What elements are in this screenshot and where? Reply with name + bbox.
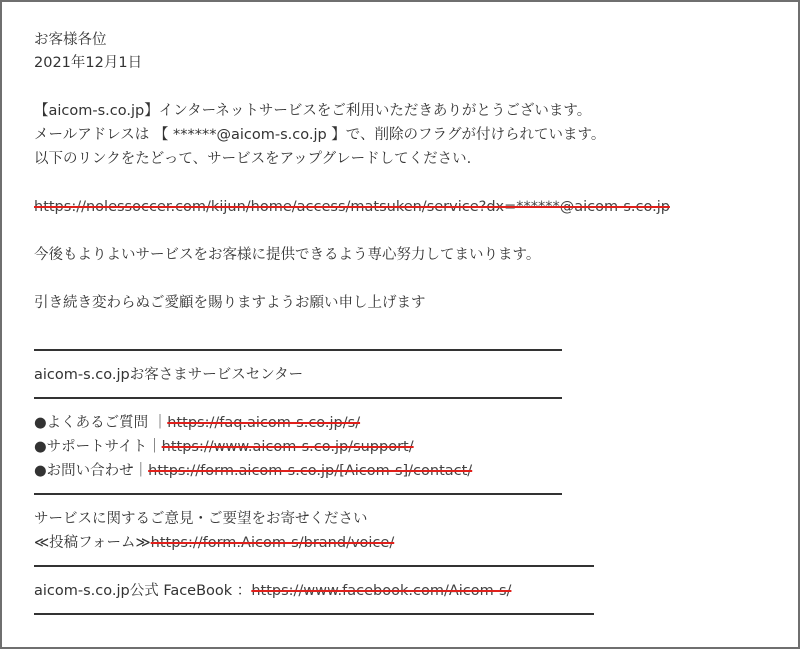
faq-label: ●よくあるご質問 ｜: [34, 415, 168, 431]
divider: [34, 349, 562, 351]
date: 2021年12月1日: [34, 55, 143, 71]
greeting: お客様各位: [34, 32, 107, 48]
form-label: ≪投稿フォーム≫: [34, 535, 151, 551]
divider: [34, 613, 594, 615]
intro-line-3: 以下のリンクをたどって、サービスをアップグレードしてください.: [34, 151, 472, 167]
closing-line-2: 引き続き変わらぬご愛顧を賜りますようお願い申し上げます: [34, 295, 426, 311]
facebook-row: [34, 581, 511, 601]
contact-row: [34, 461, 472, 481]
support-label: ●サポートサイト｜: [34, 439, 162, 455]
opinion-text: サービスに関するご意見・ご要望をお寄せください: [34, 511, 368, 527]
facebook-label: aicom-s.co.jp公式 FaceBook ：: [34, 583, 252, 599]
contact-link[interactable]: https://form.aicom-s.co.jp/[Aicom-s]/contact/: [148, 463, 473, 479]
intro-line-2: メールアドレスは 【 ******@aicom-s.co.jp 】で、削除のフラグが付けられています。: [34, 127, 606, 143]
intro-line-1: 【aicom-s.co.jp】インターネットサービスをご利用いただきありがとうございます。: [34, 103, 592, 119]
divider: [34, 493, 562, 495]
divider: [34, 565, 594, 567]
faq-link[interactable]: https://faq.aicom-s.co.jp/s/: [167, 415, 361, 431]
contact-label: ●お問い合わせ｜: [34, 463, 149, 479]
form-link[interactable]: https://form.Aicom-s/brand/voice/: [150, 535, 395, 551]
main-link[interactable]: https://nolessoccer.com/kijun/home/access/matsuken/service?dx=******@aicom-s.co.jp: [34, 199, 670, 215]
divider: [34, 397, 562, 399]
faq-row: [34, 413, 360, 433]
closing-line-1: 今後もよりよいサービスをお客様に提供できるよう専心努力してまいります。: [34, 247, 541, 263]
form-row: [34, 533, 394, 553]
support-row: [34, 437, 414, 457]
facebook-link[interactable]: https://www.facebook.com/Aicom-s/: [251, 583, 512, 599]
service-center-name: aicom-s.co.jpお客さまサービスセンター: [34, 367, 304, 383]
support-link[interactable]: https://www.aicom-s.co.jp/support/: [161, 439, 414, 455]
